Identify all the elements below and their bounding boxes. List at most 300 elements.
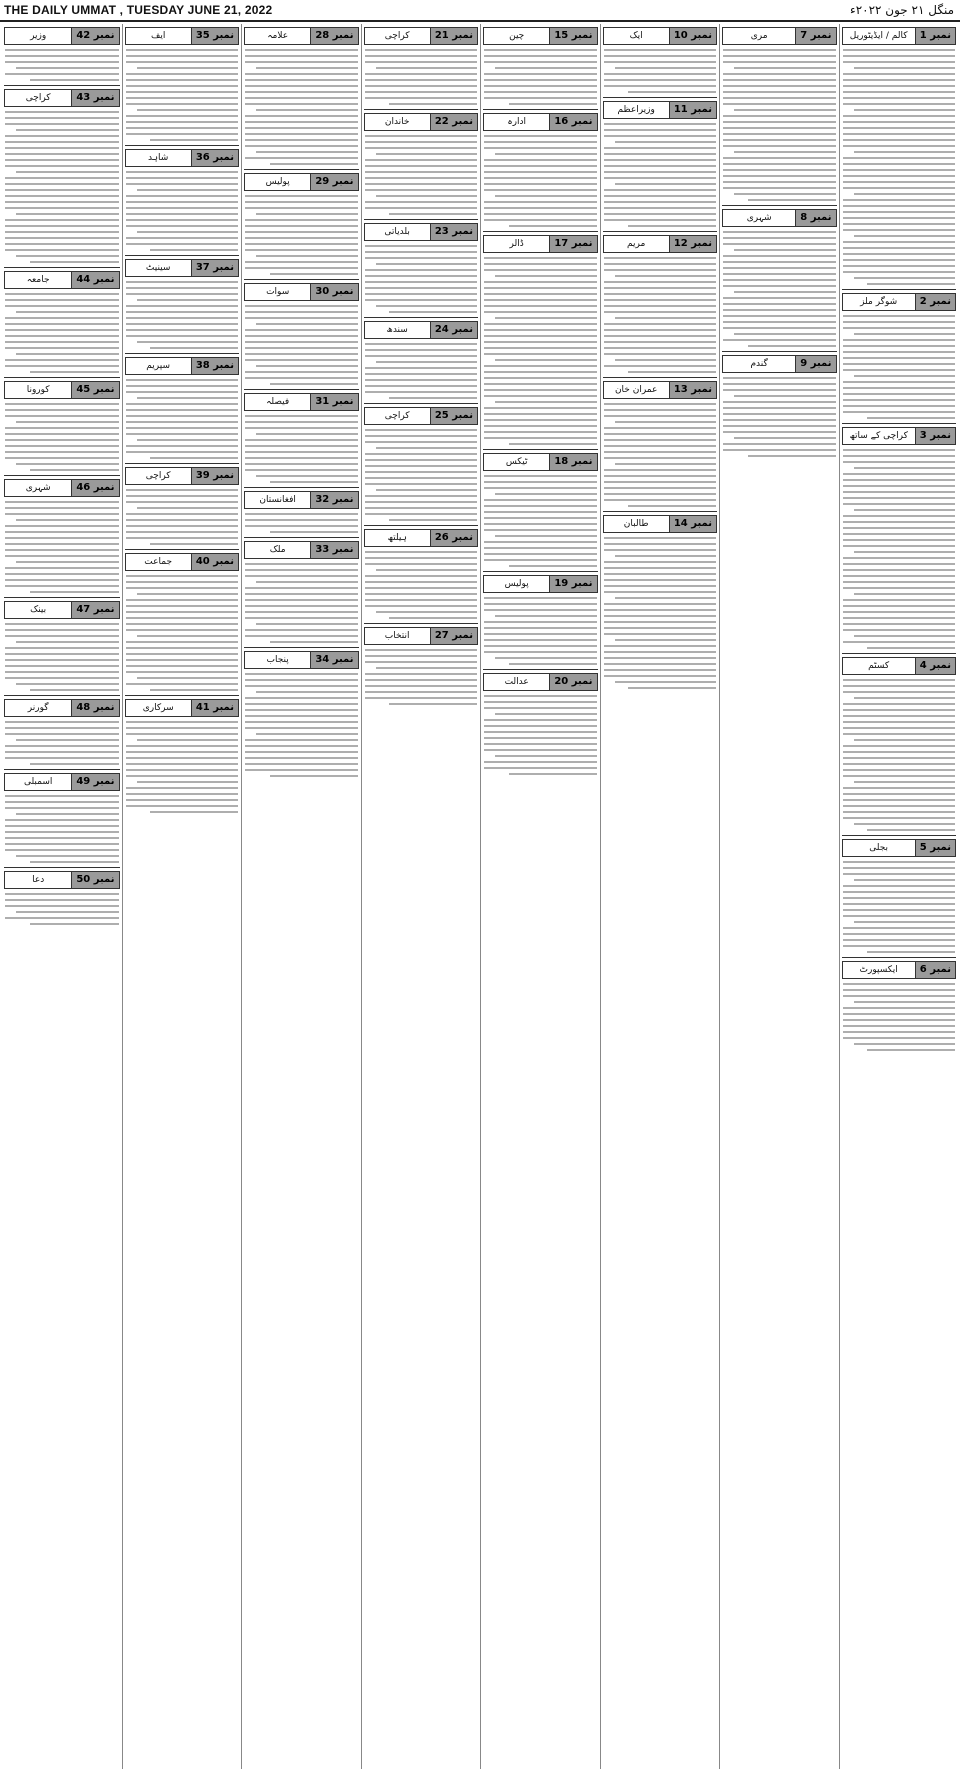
news-item-text <box>843 49 956 285</box>
text-line <box>245 371 358 373</box>
text-line <box>256 255 357 257</box>
text-line <box>604 579 717 581</box>
text-line <box>734 249 835 251</box>
text-line <box>365 655 478 657</box>
text-line <box>484 419 597 421</box>
text-line <box>245 55 358 57</box>
item-title: ایک <box>629 31 643 41</box>
item-divider <box>244 389 359 390</box>
text-line <box>376 361 477 363</box>
text-line <box>867 829 955 831</box>
text-line <box>126 617 239 619</box>
text-line <box>245 73 358 75</box>
text-line <box>604 475 717 477</box>
text-line <box>245 133 358 135</box>
news-item-text <box>126 721 239 813</box>
text-line <box>5 219 119 221</box>
text-line <box>843 169 956 171</box>
text-line <box>389 311 477 313</box>
text-line <box>604 433 717 435</box>
item-divider <box>4 769 120 770</box>
text-line <box>484 547 597 549</box>
text-line <box>723 115 836 117</box>
text-line <box>365 551 478 553</box>
item-title: شاہد <box>148 153 169 163</box>
text-line <box>484 269 597 271</box>
text-line <box>5 341 119 343</box>
text-line <box>843 139 956 141</box>
text-line <box>245 469 358 471</box>
text-line <box>843 1007 956 1009</box>
item-number: نمبر 28 <box>310 28 357 44</box>
text-line <box>245 445 358 447</box>
item-divider <box>4 597 120 598</box>
item-divider <box>842 289 957 290</box>
text-line <box>495 535 596 537</box>
news-item-text <box>484 135 597 227</box>
item-title: ڈالر <box>509 239 524 249</box>
text-line <box>150 811 238 813</box>
item-number: نمبر 6 <box>915 962 955 978</box>
text-line <box>126 335 239 337</box>
text-line <box>5 165 119 167</box>
text-line <box>843 211 956 213</box>
item-divider <box>364 623 479 624</box>
text-line <box>843 363 956 365</box>
news-item-text <box>245 673 358 777</box>
text-line <box>245 121 358 123</box>
text-line <box>843 715 956 717</box>
text-line <box>854 921 955 923</box>
text-line <box>854 739 955 741</box>
text-line <box>843 247 956 249</box>
text-line <box>723 157 836 159</box>
text-line <box>365 679 478 681</box>
text-line <box>126 379 239 381</box>
text-line <box>245 267 358 269</box>
text-line <box>843 1025 956 1027</box>
text-line <box>5 531 119 533</box>
text-line <box>5 225 119 227</box>
text-line <box>5 549 119 551</box>
text-line <box>484 305 597 307</box>
text-line <box>843 763 956 765</box>
text-line <box>484 49 597 51</box>
text-line <box>376 667 477 669</box>
text-line <box>376 611 477 613</box>
item-number: نمبر 31 <box>310 394 357 410</box>
text-line <box>389 519 477 521</box>
text-line <box>484 219 597 221</box>
text-line <box>484 287 597 289</box>
news-item-header <box>244 283 359 301</box>
item-divider <box>603 231 718 232</box>
text-line <box>843 909 956 911</box>
text-line <box>495 657 596 659</box>
text-line <box>723 443 836 445</box>
item-number: نمبر 15 <box>549 28 596 44</box>
text-line <box>16 353 118 355</box>
text-line <box>126 659 239 661</box>
item-divider <box>603 97 718 98</box>
text-line <box>843 581 956 583</box>
text-line <box>365 49 478 51</box>
item-number: نمبر 14 <box>669 516 716 532</box>
text-line <box>245 127 358 129</box>
text-line <box>365 459 478 461</box>
item-title: پنجاب <box>266 655 289 665</box>
text-line <box>604 323 717 325</box>
text-line <box>126 195 239 197</box>
text-line <box>126 329 239 331</box>
text-line <box>615 463 716 465</box>
text-line <box>245 513 358 515</box>
text-line <box>867 1049 955 1051</box>
news-item-header <box>4 271 120 289</box>
text-line <box>484 719 597 721</box>
text-line <box>5 819 119 821</box>
item-title: کراچی <box>384 411 410 421</box>
news-item-header <box>842 427 957 445</box>
text-line <box>628 687 716 689</box>
text-line <box>256 213 357 215</box>
text-line <box>723 431 836 433</box>
text-line <box>5 433 119 435</box>
news-item-header <box>722 209 837 227</box>
text-line <box>484 213 597 215</box>
text-line <box>5 243 119 245</box>
text-line <box>245 519 358 521</box>
news-item-header <box>603 235 718 253</box>
text-line <box>843 885 956 887</box>
text-line <box>843 223 956 225</box>
text-line <box>5 671 119 673</box>
item-title: کالم / ایڈیٹوریل <box>849 31 908 41</box>
text-line <box>5 403 119 405</box>
text-line <box>604 499 717 501</box>
text-line <box>604 481 717 483</box>
text-line <box>484 505 597 507</box>
text-line <box>5 567 119 569</box>
text-line <box>126 575 239 577</box>
text-line <box>843 775 956 777</box>
text-line <box>495 275 596 277</box>
text-line <box>5 525 119 527</box>
text-line <box>604 335 717 337</box>
text-line <box>854 635 955 637</box>
text-line <box>734 437 835 439</box>
text-line <box>484 341 597 343</box>
text-line <box>843 521 956 523</box>
text-line <box>484 425 597 427</box>
news-item-header <box>125 149 240 167</box>
text-line <box>126 775 239 777</box>
text-line <box>365 373 478 375</box>
item-number: نمبر 17 <box>549 236 596 252</box>
text-line <box>137 439 238 441</box>
text-line <box>5 231 119 233</box>
text-line <box>5 555 119 557</box>
text-line <box>604 281 717 283</box>
text-line <box>843 497 956 499</box>
text-line <box>5 721 119 723</box>
news-column <box>719 24 839 1769</box>
text-line <box>604 293 717 295</box>
news-item-text <box>126 379 239 459</box>
text-line <box>245 219 358 221</box>
text-line <box>843 115 956 117</box>
text-line <box>365 661 478 663</box>
news-item-header <box>4 381 120 399</box>
text-line <box>604 153 717 155</box>
text-line <box>843 539 956 541</box>
text-line <box>604 439 717 441</box>
text-line <box>270 163 358 165</box>
text-line <box>484 645 597 647</box>
text-line <box>365 557 478 559</box>
text-line <box>484 695 597 697</box>
text-line <box>723 243 836 245</box>
text-line <box>484 651 597 653</box>
text-line <box>137 507 238 509</box>
news-item-header <box>722 355 837 373</box>
text-line <box>389 397 477 399</box>
text-line <box>126 97 239 99</box>
text-line <box>843 157 956 159</box>
text-line <box>604 585 717 587</box>
news-item-header <box>842 839 957 857</box>
text-line <box>126 403 239 405</box>
text-line <box>126 611 239 613</box>
text-line <box>843 387 956 389</box>
text-line <box>126 183 239 185</box>
text-line <box>256 475 357 477</box>
text-line <box>5 201 119 203</box>
text-line <box>5 623 119 625</box>
item-number: نمبر 20 <box>549 674 596 690</box>
text-line <box>245 599 358 601</box>
text-line <box>126 745 239 747</box>
text-line <box>270 481 358 483</box>
text-line <box>484 437 597 439</box>
text-line <box>5 111 119 113</box>
text-line <box>365 697 478 699</box>
text-line <box>484 553 597 555</box>
text-line <box>5 61 119 63</box>
text-line <box>126 293 239 295</box>
text-line <box>5 55 119 57</box>
text-line <box>734 291 835 293</box>
text-line <box>484 91 597 93</box>
text-line <box>854 67 955 69</box>
text-line <box>245 427 358 429</box>
text-line <box>604 651 717 653</box>
text-line <box>30 261 119 263</box>
text-line <box>30 469 119 471</box>
item-title: کراچی <box>384 31 410 41</box>
item-number: نمبر 24 <box>430 322 477 338</box>
news-item-header <box>483 575 598 593</box>
text-line <box>604 55 717 57</box>
text-line <box>843 399 956 401</box>
text-line <box>495 615 596 617</box>
text-line <box>5 189 119 191</box>
text-line <box>723 91 836 93</box>
text-line <box>245 605 358 607</box>
text-line <box>16 855 118 857</box>
item-number: نمبر 13 <box>669 382 716 398</box>
text-line <box>843 485 956 487</box>
text-line <box>495 359 596 361</box>
text-line <box>389 617 477 619</box>
news-item-header <box>842 27 957 45</box>
text-line <box>723 315 836 317</box>
text-line <box>245 697 358 699</box>
text-line <box>365 649 478 651</box>
text-line <box>843 623 956 625</box>
text-line <box>245 679 358 681</box>
text-line <box>484 737 597 739</box>
text-line <box>843 769 956 771</box>
text-line <box>150 543 238 545</box>
item-divider <box>4 85 120 86</box>
text-line <box>5 579 119 581</box>
text-line <box>5 507 119 509</box>
item-number: نمبر 44 <box>71 272 118 288</box>
item-number: نمبر 7 <box>795 28 835 44</box>
text-line <box>365 471 478 473</box>
text-line <box>5 317 119 319</box>
text-line <box>604 49 717 51</box>
news-item-text <box>5 293 119 373</box>
text-line <box>245 207 358 209</box>
text-line <box>843 315 956 317</box>
text-line <box>365 385 478 387</box>
text-line <box>365 299 478 301</box>
text-line <box>365 605 478 607</box>
text-line <box>843 503 956 505</box>
news-item-header <box>244 173 359 191</box>
text-line <box>723 377 836 379</box>
text-line <box>867 417 955 419</box>
text-line <box>126 127 239 129</box>
item-title: شہری <box>25 483 51 493</box>
text-line <box>723 61 836 63</box>
item-number: نمبر 27 <box>430 628 477 644</box>
text-line <box>245 237 358 239</box>
text-line <box>137 341 238 343</box>
news-item-text <box>245 415 358 483</box>
text-line <box>843 217 956 219</box>
text-line <box>5 135 119 137</box>
text-line <box>245 635 358 637</box>
item-title: کسٹم <box>868 661 890 671</box>
text-line <box>365 245 478 247</box>
text-line <box>245 157 358 159</box>
text-line <box>126 799 239 801</box>
item-title: انتخاب <box>384 631 410 641</box>
text-line <box>604 657 717 659</box>
text-line <box>5 237 119 239</box>
text-line <box>365 379 478 381</box>
text-line <box>484 177 597 179</box>
text-line <box>615 359 716 361</box>
text-line <box>604 627 717 629</box>
item-divider <box>4 267 120 268</box>
text-line <box>615 421 716 423</box>
text-line <box>604 61 717 63</box>
text-line <box>5 451 119 453</box>
text-line <box>389 103 477 105</box>
item-title: سرکاری <box>142 703 174 713</box>
text-line <box>30 79 119 81</box>
text-line <box>365 91 478 93</box>
text-line <box>723 169 836 171</box>
text-line <box>30 861 119 863</box>
text-line <box>843 679 956 681</box>
text-line <box>484 701 597 703</box>
text-line <box>126 727 239 729</box>
item-title: سپریم <box>146 361 171 371</box>
text-line <box>723 175 836 177</box>
text-line <box>256 733 357 735</box>
text-line <box>604 189 717 191</box>
text-line <box>843 181 956 183</box>
text-line <box>604 609 717 611</box>
text-line <box>843 817 956 819</box>
item-title: پولیس <box>504 579 529 589</box>
text-line <box>365 441 478 443</box>
news-item-text <box>365 551 478 619</box>
text-line <box>843 345 956 347</box>
news-item-header <box>125 27 240 45</box>
text-line <box>484 323 597 325</box>
text-line <box>365 257 478 259</box>
text-line <box>843 685 956 687</box>
text-line <box>484 383 597 385</box>
item-title: بلدیاتی <box>384 227 410 237</box>
text-line <box>484 609 597 611</box>
text-line <box>5 305 119 307</box>
item-number: نمبر 2 <box>915 294 955 310</box>
text-line <box>484 603 597 605</box>
text-line <box>5 837 119 839</box>
text-line <box>484 481 597 483</box>
news-item-header <box>4 601 120 619</box>
text-line <box>5 415 119 417</box>
text-line <box>376 569 477 571</box>
text-line <box>365 495 478 497</box>
text-line <box>245 115 358 117</box>
text-line <box>615 183 716 185</box>
text-line <box>270 775 358 777</box>
item-title: علامہ <box>267 31 289 41</box>
item-number: نمبر 23 <box>430 224 477 240</box>
text-line <box>126 207 239 209</box>
text-line <box>5 665 119 667</box>
text-line <box>365 275 478 277</box>
text-line <box>843 259 956 261</box>
item-title: ملک <box>269 545 286 555</box>
item-number: نمبر 33 <box>310 542 357 558</box>
item-number: نمبر 41 <box>191 700 238 716</box>
text-line <box>126 201 239 203</box>
text-line <box>604 79 717 81</box>
text-line <box>843 393 956 395</box>
text-line <box>843 545 956 547</box>
text-line <box>843 49 956 51</box>
text-line <box>509 773 597 775</box>
